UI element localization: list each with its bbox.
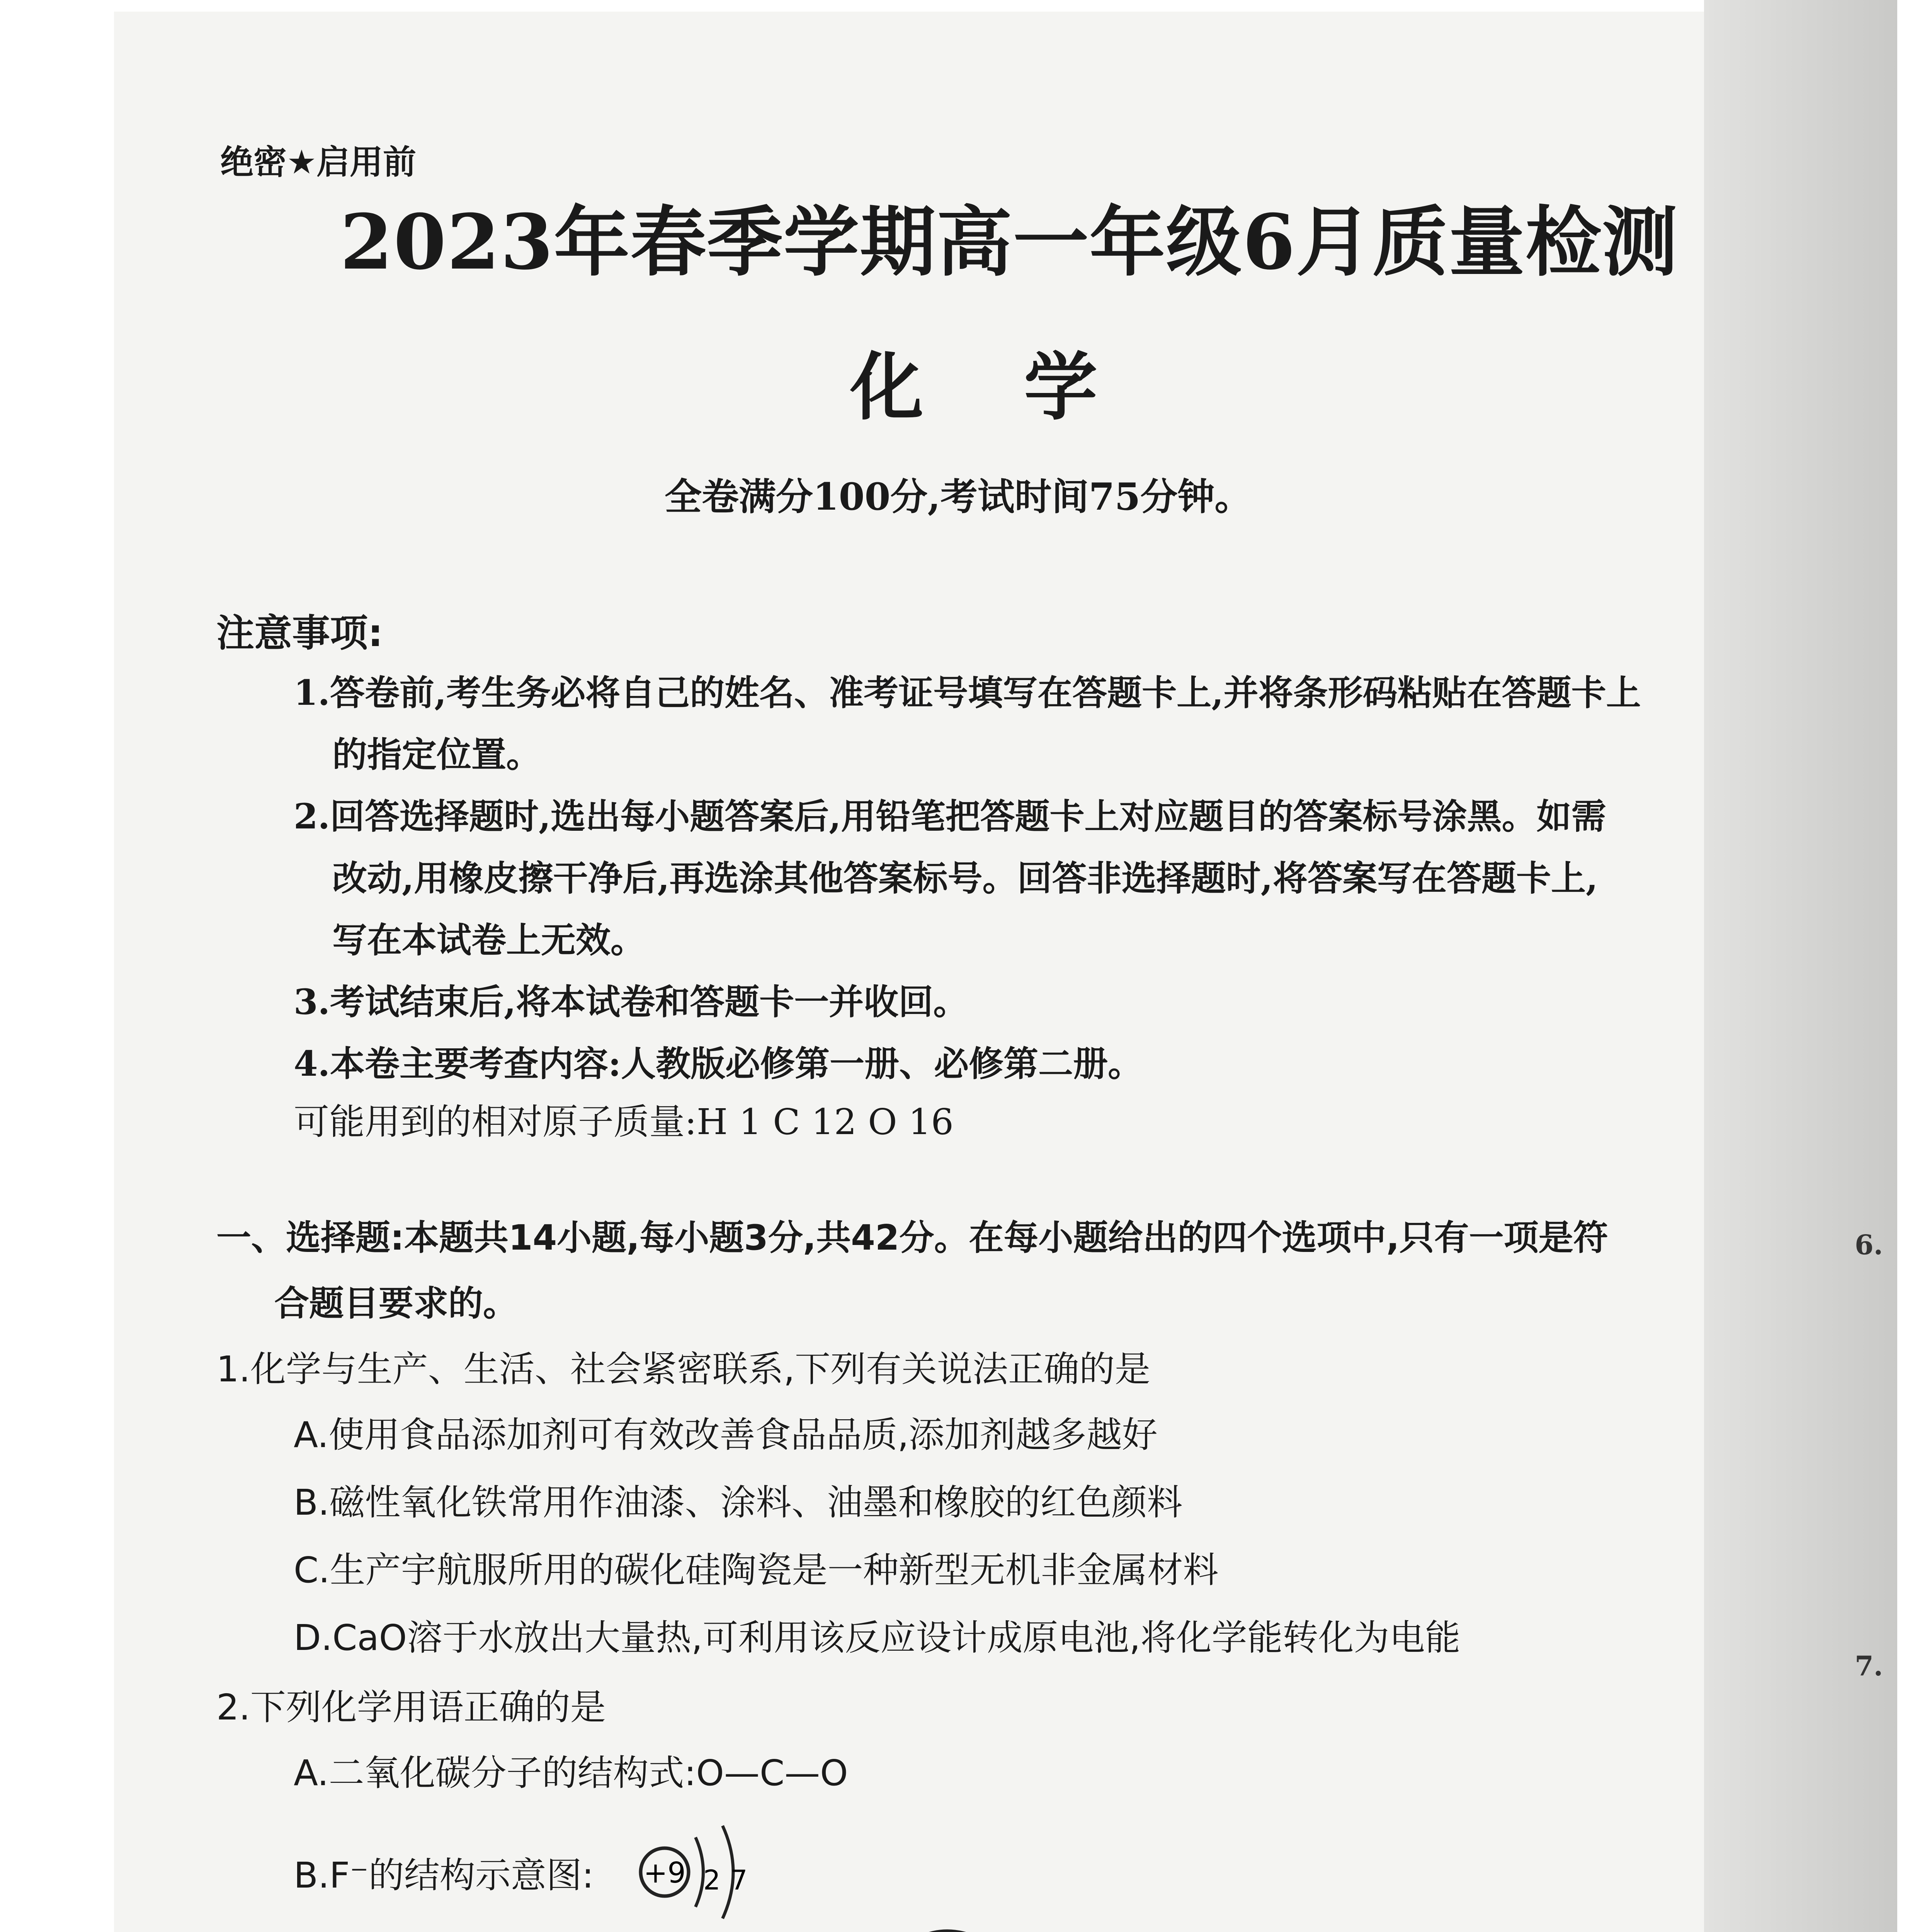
fluoride-ion-structure-diagram <box>634 1816 757 1928</box>
q2-option-b: B.F⁻的结构示意图: <box>294 1855 594 1896</box>
section-1-line-1: 一、选择题:本题共14小题,每小题3分,共42分。在每小题给出的四个选项中,只有一项是符 <box>216 1218 1608 1258</box>
q1-option-a: A.使用食品添加剂可有效改善食品品质,添加剂越多越好 <box>294 1414 1158 1456</box>
section-1-line-2: 合题目要求的。 <box>274 1283 518 1324</box>
q1-option-c: C.生产宇航服所用的碳化硅陶瓷是一种新型无机非金属材料 <box>294 1549 1219 1591</box>
q2-option-a: A.二氧化碳分子的结构式:O—C—O <box>294 1752 848 1794</box>
q1-option-b: B.磁性氧化铁常用作油漆、涂料、油墨和橡胶的红色颜料 <box>294 1482 1183 1523</box>
exam-info: 全卷满分100分,考试时间75分钟。 <box>665 475 1252 519</box>
note-2-line-3: 写在本试卷上无效。 <box>332 920 645 961</box>
note-1-line-1: 1.答卷前,考生务必将自己的姓名、准考证号填写在答题卡上,并将条形码粘贴在答题卡上 <box>294 672 1641 713</box>
note-1-line-2: 的指定位置。 <box>332 734 541 775</box>
note-2-line-2: 改动,用橡皮擦干净后,再选涂其他答案标号。回答非选择题时,将答案写在答题卡上, <box>332 858 1598 899</box>
exam-title: 2023年春季学期高一年级6月质量检测 <box>340 198 1679 287</box>
notes-heading: 注意事项: <box>216 611 383 655</box>
margin-question-7: 7. <box>1855 1650 1883 1682</box>
nucleus-charge: +9 <box>643 1856 686 1889</box>
shell-arc-1 <box>696 1837 703 1907</box>
electron-transfer-arrow <box>896 1917 997 1932</box>
note-3: 3.考试结束后,将本试卷和答题卡一并收回。 <box>294 981 968 1022</box>
margin-question-6: 6. <box>1855 1229 1883 1261</box>
note-4: 4.本卷主要考查内容:人教版必修第一册、必修第二册。 <box>294 1043 1143 1084</box>
shell-1-electrons: 2 <box>703 1864 721 1896</box>
page-shadow <box>1704 0 1897 1932</box>
shell-2-electrons: 7 <box>730 1864 748 1896</box>
atomic-mass-info: 可能用到的相对原子质量:H 1 C 12 O 16 <box>294 1101 954 1143</box>
note-2-line-1: 2.回答选择题时,选出每小题答案后,用铅笔把答题卡上对应题目的答案标号涂黑。如需 <box>294 796 1606 837</box>
subject-title: 化学 <box>850 345 1198 430</box>
confidential-mark: 绝密★启用前 <box>220 143 417 182</box>
q1-option-d: D.CaO溶于水放出大量热,可利用该反应设计成原电池,将化学能转化为电能 <box>294 1617 1461 1658</box>
q2-stem: 2.下列化学用语正确的是 <box>216 1687 606 1728</box>
q1-stem: 1.化学与生产、生活、社会紧密联系,下列有关说法正确的是 <box>216 1349 1151 1390</box>
